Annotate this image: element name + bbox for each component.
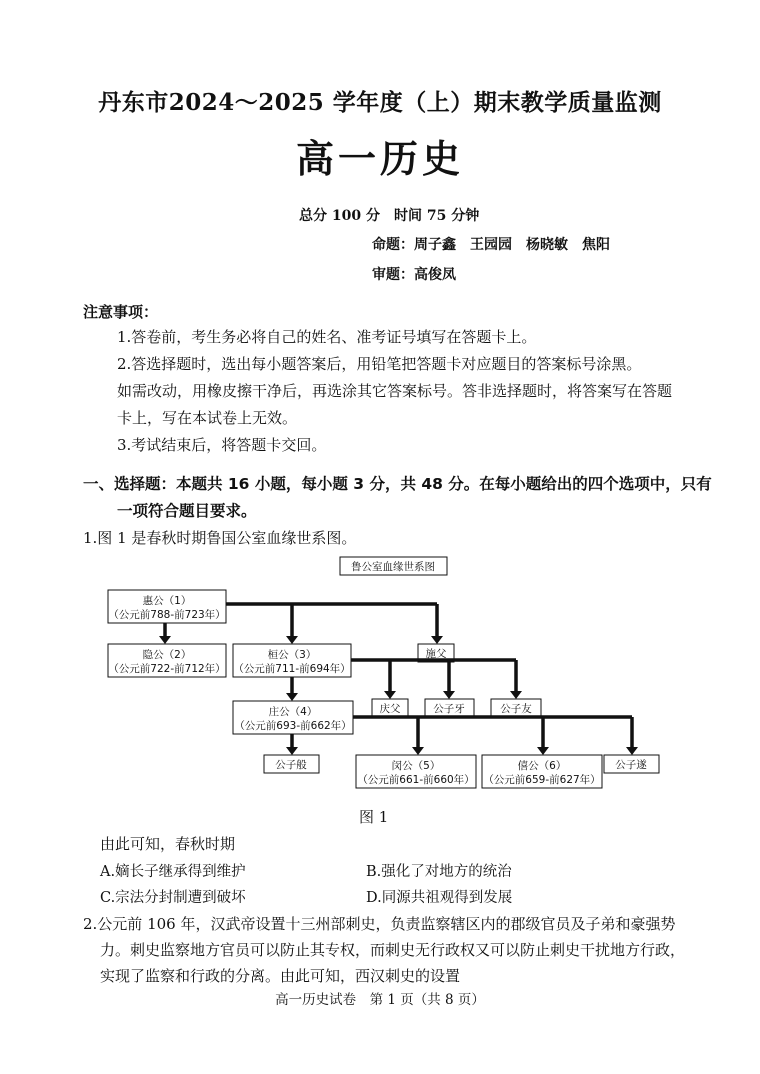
node-label: （公元前661-前660年）: [357, 774, 475, 786]
node-label: 庆父: [379, 703, 401, 715]
notice-line: 卡上，写在本试卷上无效。: [117, 409, 298, 427]
node-label: （公元前788-前723年）: [108, 609, 226, 621]
node-label: 僖公（6）: [517, 760, 567, 772]
node-label: 隐公（2）: [142, 649, 192, 661]
page-footer: 高一历史试卷 第 1 页（共 8 页）: [275, 992, 485, 1008]
figure-caption: 图 1: [359, 808, 389, 826]
q2-line: 实现了监察和行政的分离。由此可知，西汉刺史的设置: [100, 967, 461, 985]
node-label: 惠公（1）: [142, 595, 192, 607]
reviewer: 审题：高俊凤: [372, 267, 456, 283]
node-label: 施父: [425, 648, 447, 660]
notice-line: 3.考试结束后，将答题卡交回。: [117, 436, 327, 454]
q2-line: 2.公元前 106 年，汉武帝设置十三州部刺史，负责监察辖区内的郡级官员及子弟和豪强势: [83, 915, 676, 933]
score-time: 总分 100 分 时间 75 分钟: [299, 208, 480, 224]
q2-line: 力。刺史监察地方官员可以防止其专权，而刺史无行政权又可以防止刺史干扰地方行政，: [100, 941, 686, 959]
q1-option-d: D.同源共祖观得到发展: [366, 890, 513, 906]
node-label: （公元前693-前662年）: [234, 720, 352, 732]
node-label: 公子遂: [615, 759, 647, 771]
notice-line: 如需改动，用橡皮擦干净后，再选涂其它答案标号。答非选择题时，将答案写在答题: [117, 382, 673, 400]
notice-line: 1.答卷前，考生务必将自己的姓名、准考证号填写在答题卡上。: [117, 328, 537, 346]
node-label: （公元前659-前627年）: [483, 774, 601, 786]
arrowheads: [159, 636, 638, 755]
authors: 命题：周子鑫 王园园 杨晓敏 焦阳: [372, 237, 610, 253]
node-label: 公子友: [500, 703, 532, 715]
q1-option-b: B.强化了对地方的统治: [366, 864, 512, 880]
node-label: 公子般: [275, 759, 307, 771]
notice-line: 2.答选择题时，选出每小题答案后，用铅笔把答题卡对应题目的答案标号涂黑。: [117, 355, 642, 373]
node-label: 闵公（5）: [391, 760, 441, 772]
section-heading-cont: 一项符合题目要求。: [117, 502, 257, 520]
q1-stem: 1.图 1 是春秋时期鲁国公室血缘世系图。: [83, 529, 357, 547]
notice-title: 注意事项：: [83, 303, 159, 321]
node-label: 庄公（4）: [268, 706, 318, 718]
q1-lead: 由此可知，春秋时期: [100, 835, 236, 853]
q1-option-c: C.宗法分封制遭到破坏: [100, 890, 246, 906]
subject-title: 高一历史: [295, 136, 464, 181]
section-heading: 一、选择题：本题共 16 小题，每小题 3 分，共 48 分。在每小题给出的四个选项中，只有: [83, 475, 712, 493]
q1-option-a: A.嫡长子继承得到维护: [100, 864, 246, 880]
node-label: （公元前711-前694年）: [233, 663, 351, 675]
exam-title: 丹东市2024～2025 学年度（上）期末教学质量监测: [98, 89, 662, 116]
node-label: 公子牙: [433, 703, 465, 715]
node-label: （公元前722-前712年）: [108, 663, 226, 675]
figure-title: 鲁公室血缘世系图: [351, 561, 435, 573]
node-label: 桓公（3）: [267, 649, 317, 661]
